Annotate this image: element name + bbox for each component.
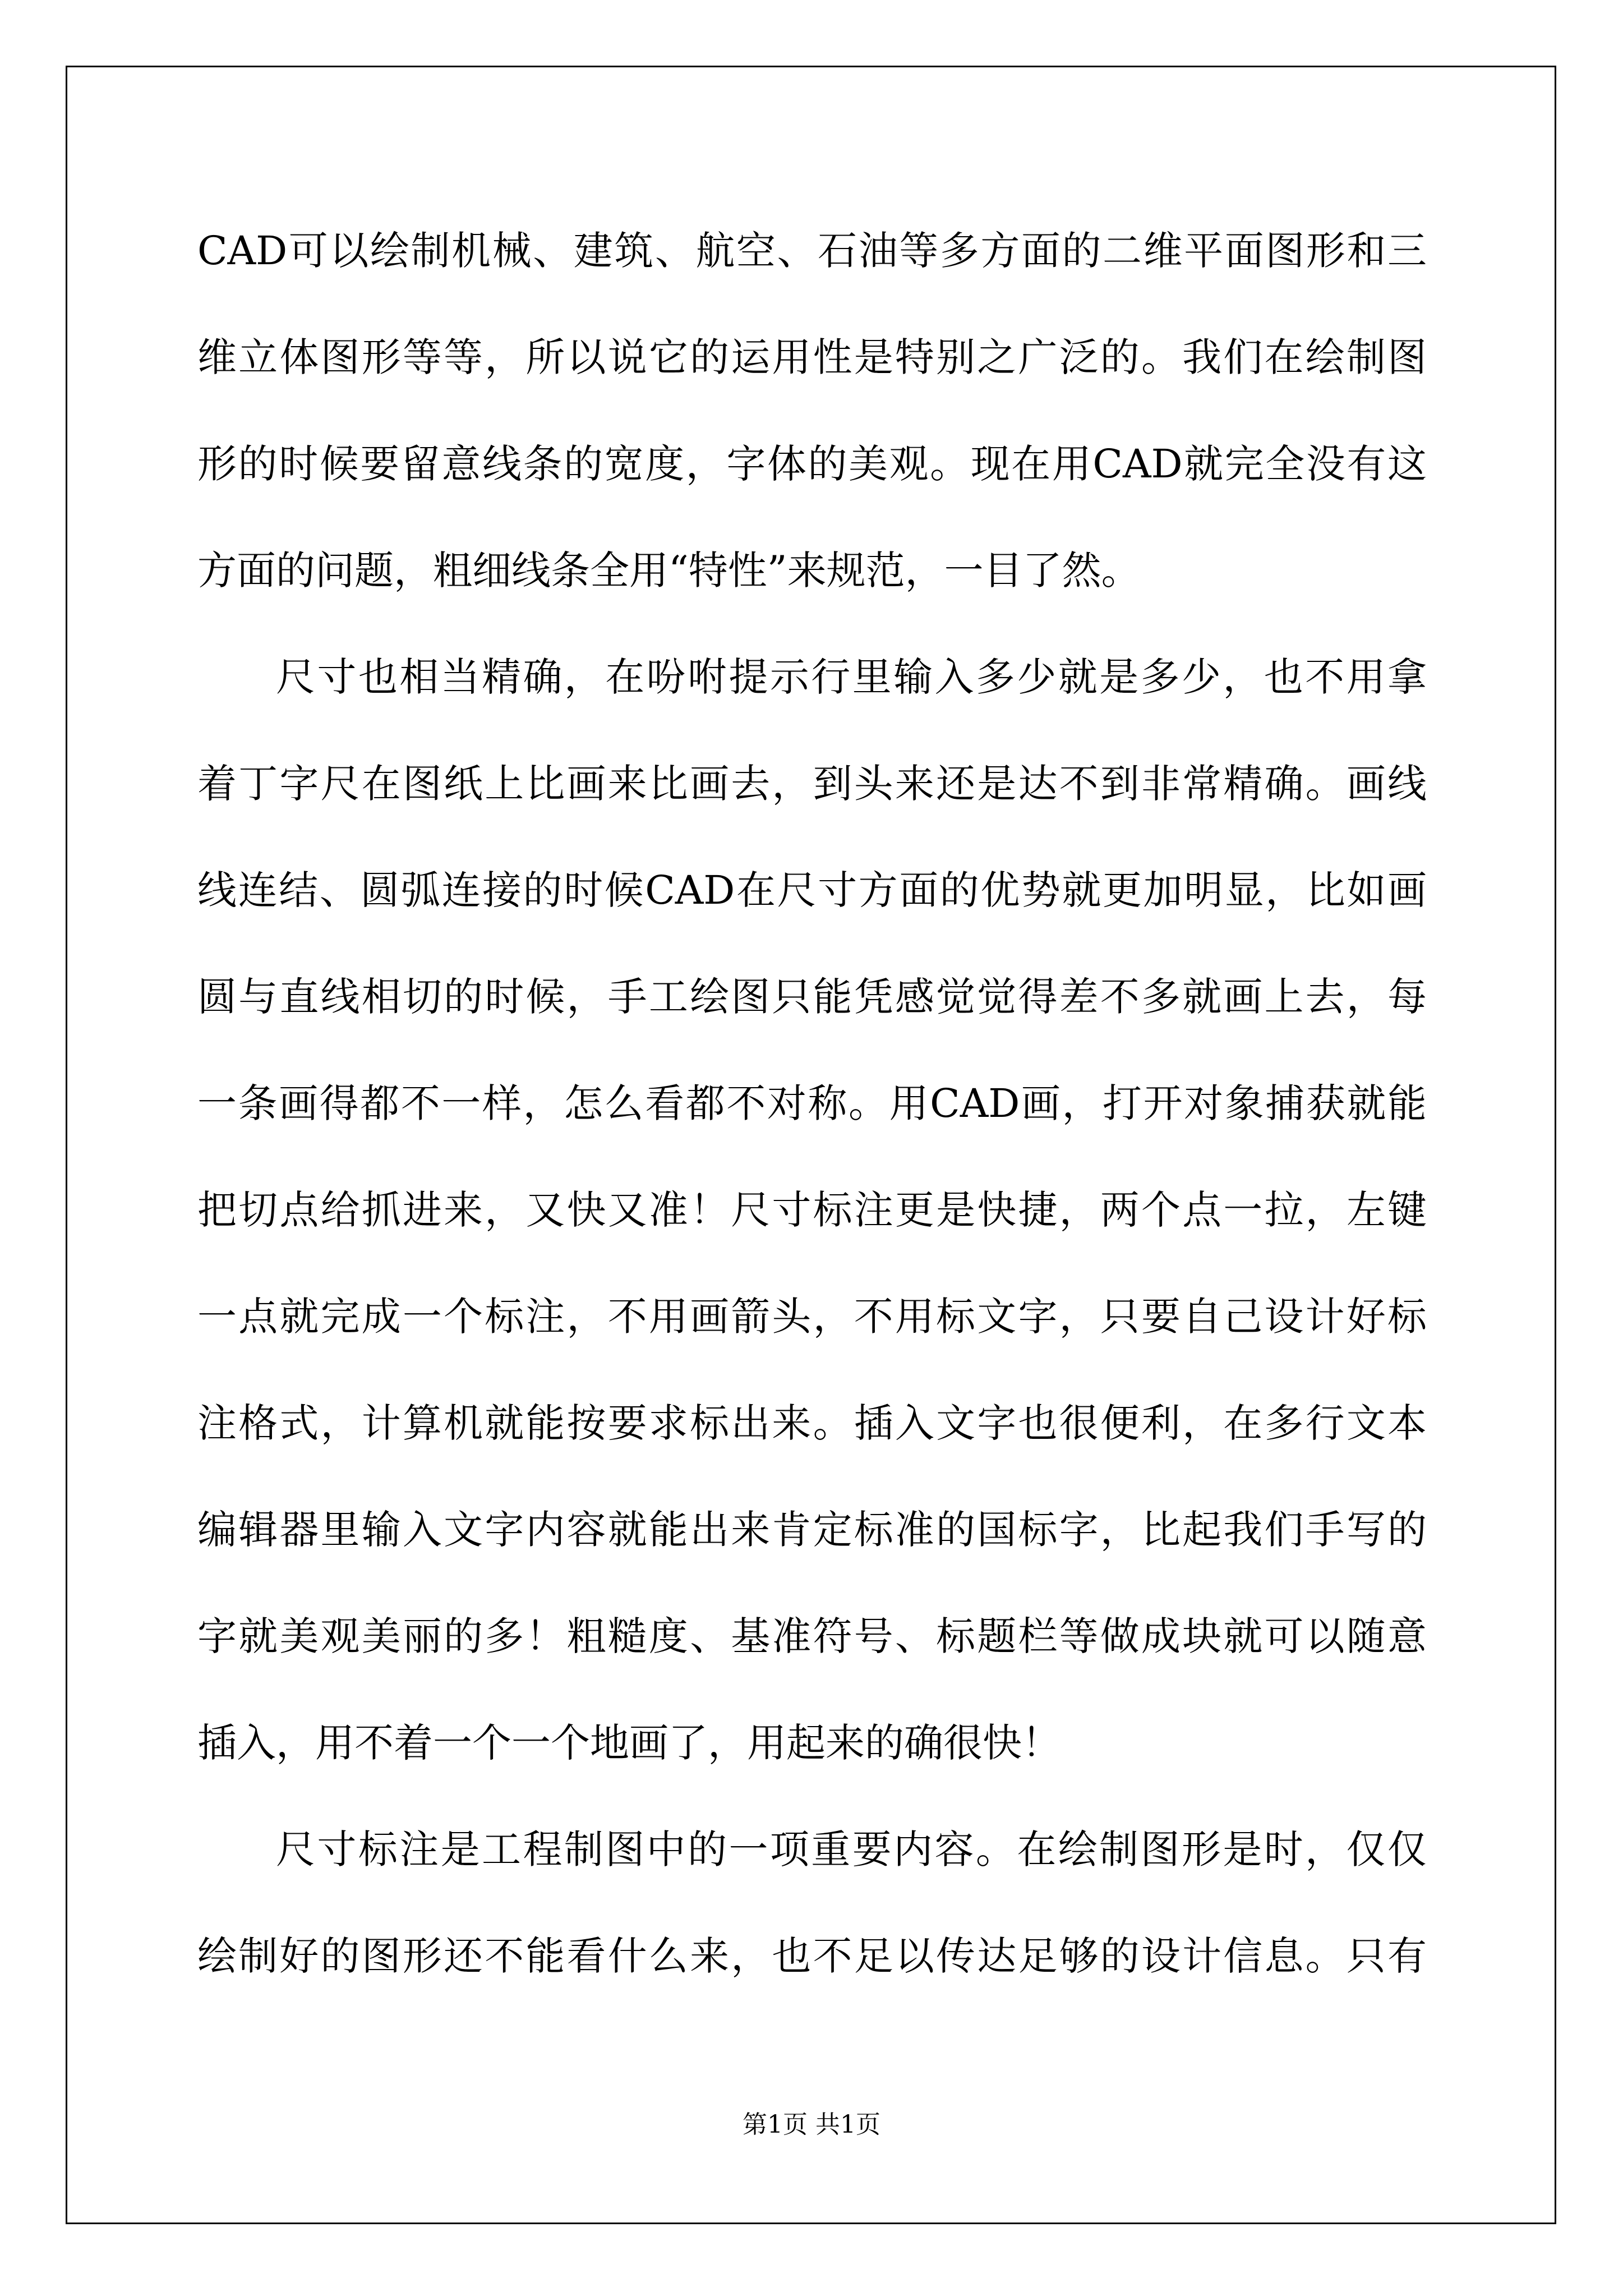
paragraph-line: 注格式，计算机就能按要求标出来。插入文字也很便利，在多行文本 <box>197 1400 1427 1446</box>
paragraph-line: 绘制好的图形还不能看什么来，也不足以传达足够的设计信息。只有 <box>197 1933 1427 1979</box>
paragraph-line: 维立体图形等等，所以说它的运用性是特别之广泛的。我们在绘制图 <box>197 334 1427 380</box>
paragraph-line: 一条画得都不一样，怎么看都不对称。用CAD画，打开对象捕获就能 <box>197 1080 1427 1126</box>
paragraph-line: 线连结、圆弧连接的时候CAD在尺寸方面的优势就更加明显，比如画 <box>197 867 1427 913</box>
paragraph-line: 形的时候要留意线条的宽度，字体的美观。现在用CAD就完全没有这 <box>197 441 1427 487</box>
paragraph-line: CAD可以绘制机械、建筑、航空、石油等多方面的二维平面图形和三 <box>197 228 1427 274</box>
paragraph-line: 一点就完成一个标注，不用画箭头，不用标文字，只要自己设计好标 <box>197 1294 1427 1340</box>
document-body <box>197 209 1427 2021</box>
paragraph-line: 把切点给抓进来，又快又准！尺寸标注更是快捷，两个点一拉，左键 <box>197 1187 1427 1233</box>
page-number-footer: 第1页 共1页 <box>743 2110 880 2139</box>
paragraph-line: 插入，用不着一个一个地画了，用起来的确很快！ <box>197 1720 1061 1766</box>
paragraph-line: 着丁字尺在图纸上比画来比画去，到头来还是达不到非常精确。画线 <box>197 761 1427 807</box>
paragraph-line: 圆与直线相切的时候，手工绘图只能凭感觉觉得差不多就画上去，每 <box>197 974 1427 1020</box>
paragraph-line: 字就美观美丽的多！粗糙度、基准符号、标题栏等做成块就可以随意 <box>197 1613 1427 1659</box>
paragraph-first-line: 尺寸标注是工程制图中的一项重要内容。在绘制图形是时，仅仅 <box>276 1826 1427 1872</box>
paragraph-line: 编辑器里输入文字内容就能出来肯定标准的国标字，比起我们手写的 <box>197 1507 1427 1553</box>
paragraph-first-line: 尺寸也相当精确，在吩咐提示行里输入多少就是多少，也不用拿 <box>276 654 1427 700</box>
paragraph-line: 方面的问题，粗细线条全用“特性”来规范，一目了然。 <box>197 547 1141 593</box>
